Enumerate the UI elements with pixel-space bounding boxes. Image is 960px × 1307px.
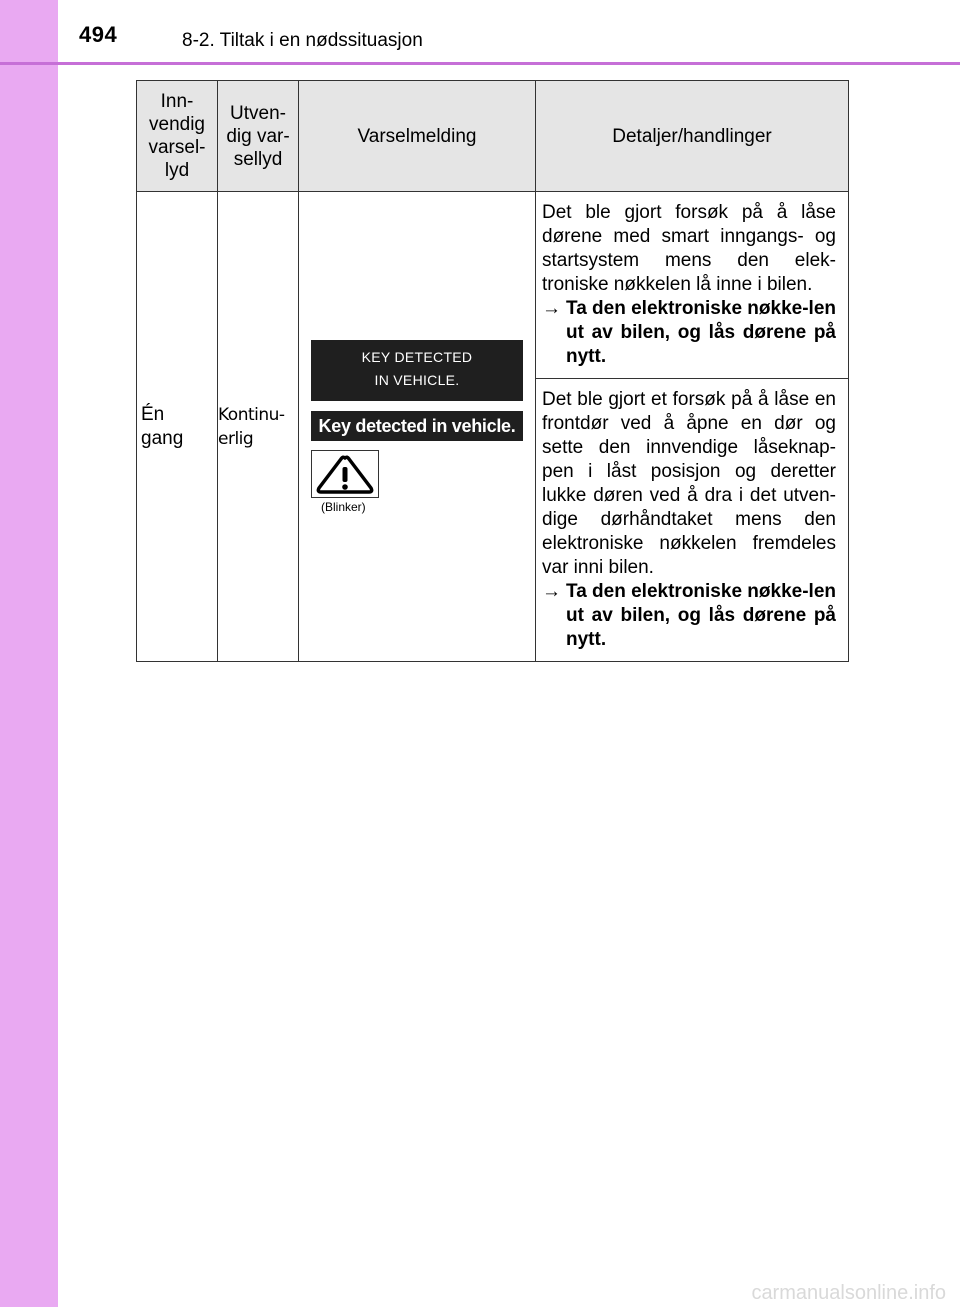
detail-text: Det ble gjort forsøk på å låse dørene med smart inngangs- og startsystem mens den elek-troniske nøkkelen lå inne i bilen. (542, 202, 836, 295)
warning-message-cell (299, 192, 536, 662)
action-text: Ta den elektroniske nøkke-len ut av bilen, og lås dørene på nytt. (566, 298, 836, 367)
arrow-icon: → (542, 581, 561, 602)
table-row (137, 192, 849, 379)
column-header-exterior-sound: Utven- dig var- sellyd (218, 81, 299, 192)
message-line-1: KEY DETECTED (361, 348, 473, 365)
page-number: 494 (79, 22, 118, 47)
column-header-interior-sound: Inn- vendig varsel- lyd (137, 81, 218, 192)
exterior-sound-cell (218, 192, 299, 662)
details-cell-2 (536, 379, 849, 662)
warning-triangle-icon (311, 450, 379, 498)
action-text: Ta den elektroniske nøkke-len ut av bilen, og lås dørene på nytt. (566, 581, 836, 650)
message-display-primary (311, 340, 523, 401)
detail-text: Det ble gjort et forsøk på å låse en frontdør ved å åpne en dør og sette den innvendige låseknap-pen i låst posisjon og deretter lukke døren ved å dra i det utven-dige dørhåndtaket mens den elektroniske nøkkelen fremdeles var inni bilen. (542, 389, 836, 578)
arrow-icon: → (542, 298, 561, 319)
details-cell-1 (536, 192, 849, 379)
column-header-details: Detaljer/handlinger (536, 81, 849, 192)
column-header-warning-message: Varselmelding (299, 81, 536, 192)
interior-sound-value: Én gang (141, 403, 184, 449)
message-display-alt: Key detected in vehicle. (311, 411, 523, 441)
section-title: 8-2. Tiltak i en nødssituasjon (182, 30, 423, 51)
table-header-row (137, 81, 849, 192)
header-divider (0, 62, 960, 65)
page-sidebar-tab (0, 0, 58, 1307)
interior-sound-cell (137, 192, 218, 662)
watermark: carmanualsonline.info (751, 1282, 946, 1304)
message-line-2: IN VEHICLE. (374, 371, 460, 388)
icon-caption: (Blinker) (321, 499, 366, 514)
exterior-sound-value: Kontinu- erlig (218, 404, 285, 449)
warning-table (136, 80, 849, 662)
